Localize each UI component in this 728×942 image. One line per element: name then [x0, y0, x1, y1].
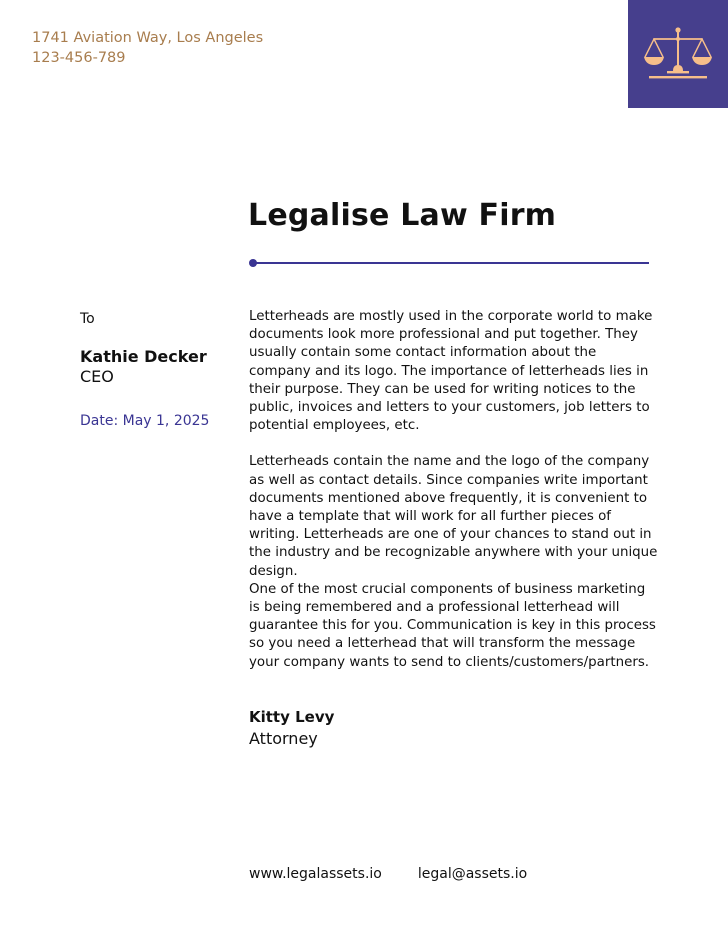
firm-title: Legalise Law Firm: [248, 198, 557, 233]
letter-body: [249, 308, 659, 672]
address: 1741 Aviation Way, Los Angeles: [32, 30, 264, 46]
body-paragraph: Letterheads are mostly used in the corporate world to make documents look more professional and put together. They usually contain some contact information about the company and its logo. The importance of letterheads lies in their purpose. They can be used for writing notices to the public, invoices and letters to your customers, job letters to potential employees, etc.: [249, 309, 653, 434]
letter-date: Date: May 1, 2025: [80, 413, 210, 429]
website-link[interactable]: www.legalassets.io: [249, 866, 382, 882]
body-paragraph: Letterheads contain the name and the logo of the company as well as contact details. Since companies write important documents mentioned above frequently, it is convenient to have a template that will work for all further pieces of writing. Letterheads are one of your chances to stand out in the industry and be recognizable anywhere with your unique design.: [249, 454, 658, 579]
contact-info: [32, 28, 263, 68]
recipient-name: Kathie Decker: [80, 347, 207, 366]
body-paragraph: One of the most crucial components of business marketing is being remembered and a professional letterhead will guarantee this for you. Communication is key in this process so you need a letterhead that will transform the message your company wants to send to clients/customers/partners.: [249, 581, 656, 670]
email-link[interactable]: legal@assets.io: [417, 866, 528, 882]
signer-name: Kitty Levy: [249, 708, 335, 726]
signer-role: Attorney: [249, 729, 318, 748]
to-label: To: [80, 311, 95, 327]
logo: [628, 0, 728, 108]
footer: [249, 866, 527, 882]
signature-block: [249, 708, 334, 748]
recipient-block: [80, 311, 209, 429]
title-divider: [253, 262, 649, 264]
recipient-role: CEO: [80, 367, 114, 386]
phone: 123-456-789: [32, 50, 126, 66]
scales-of-justice-icon: [643, 25, 713, 81]
